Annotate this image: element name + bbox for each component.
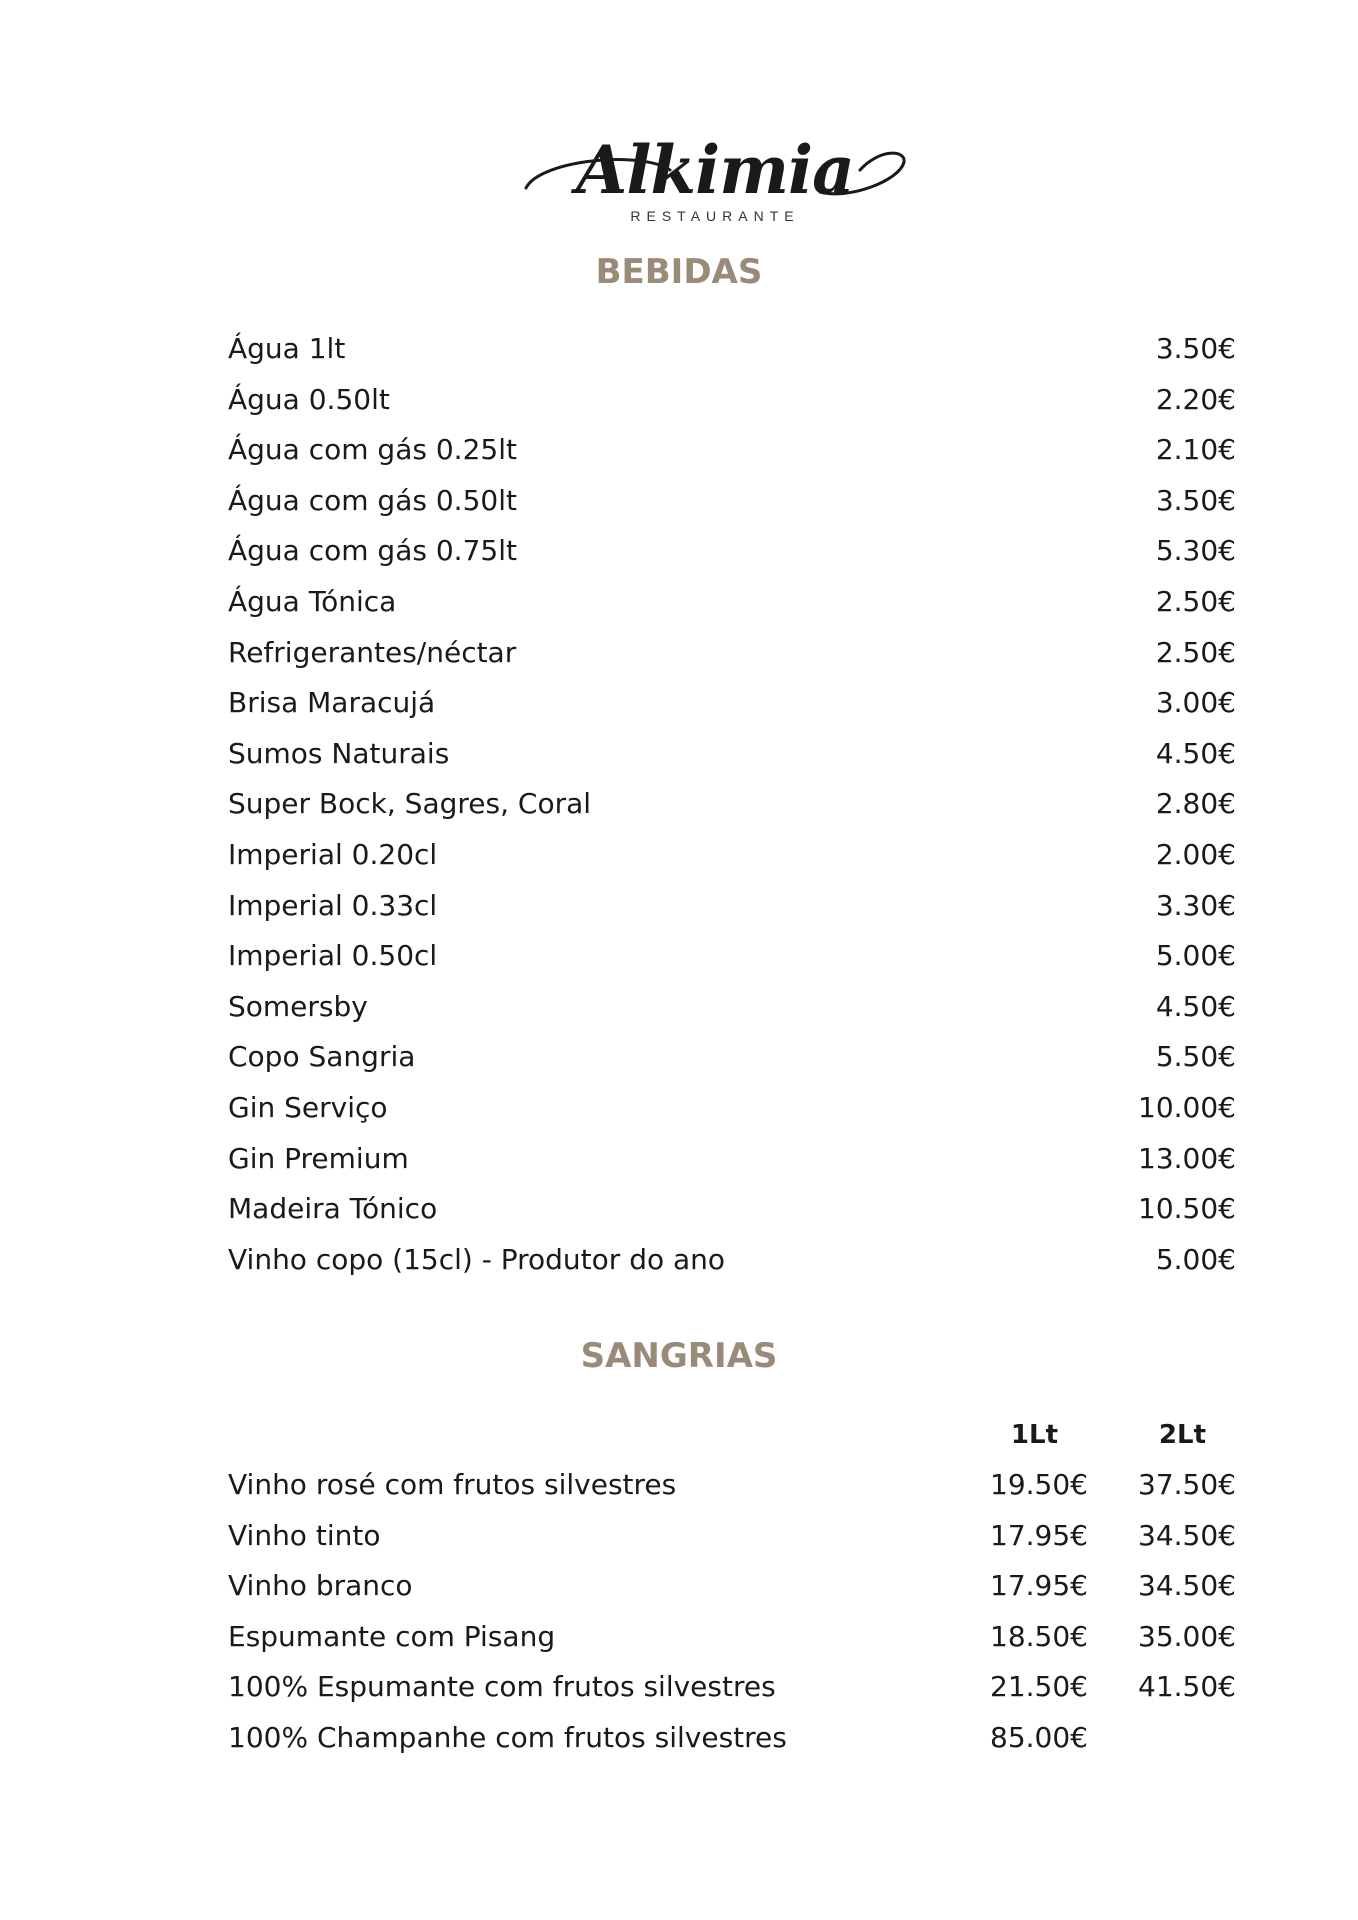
item-price: 3.50€ [1155, 332, 1236, 365]
list-item [228, 678, 1236, 729]
list-item [228, 425, 1236, 476]
list-item [228, 729, 1236, 780]
section-title-sangrias: SANGRIAS [580, 1336, 778, 1376]
list-item [228, 324, 1236, 375]
item-name: Imperial 0.20cl [228, 837, 438, 871]
column-header-1lt: 1Lt [1010, 1420, 1058, 1450]
item-name: Vinho tinto [228, 1518, 381, 1552]
item-name: Refrigerantes/néctar [228, 635, 517, 669]
item-price-1lt: 19.50€ [990, 1468, 1088, 1501]
item-price-2lt: 37.50€ [1138, 1468, 1236, 1501]
list-item [228, 628, 1236, 679]
item-price: 13.00€ [1138, 1141, 1236, 1175]
item-price: 5.00€ [1155, 1242, 1236, 1276]
list-item [228, 982, 1236, 1033]
list-item [228, 1083, 1236, 1134]
item-name: Madeira Tónico [228, 1192, 438, 1226]
item-price-1lt: 17.95€ [990, 1518, 1088, 1552]
item-price: 3.30€ [1155, 888, 1236, 922]
item-name: Água Tónica [228, 584, 397, 618]
item-price: 2.50€ [1155, 635, 1236, 669]
list-item [228, 577, 1236, 628]
list-item [228, 1511, 1236, 1562]
item-name: Somersby [228, 989, 368, 1023]
item-price-1lt: 18.50€ [990, 1619, 1088, 1653]
item-price: 10.00€ [1138, 1090, 1236, 1124]
item-name: Super Bock, Sagres, Coral [228, 787, 592, 821]
item-price: 5.50€ [1155, 1040, 1236, 1074]
item-price-1lt: 21.50€ [990, 1670, 1088, 1704]
column-header-2lt: 2Lt [1158, 1420, 1206, 1450]
item-price: 2.20€ [1155, 382, 1236, 416]
item-name: Vinho branco [228, 1569, 413, 1603]
item-name: Imperial 0.33cl [228, 888, 438, 922]
item-name: 100% Espumante com frutos silvestres [228, 1670, 776, 1704]
list-item [228, 375, 1236, 426]
item-name: Brisa Maracujá [228, 686, 436, 720]
list-item [228, 1134, 1236, 1185]
item-price: 3.50€ [1155, 483, 1236, 517]
logo-name: Alkimia [576, 131, 854, 209]
item-price: 2.00€ [1155, 837, 1236, 871]
item-price: 2.50€ [1155, 584, 1236, 618]
section-title-bebidas: BEBIDAS [595, 252, 763, 292]
item-price: 4.50€ [1155, 989, 1236, 1023]
item-name: Copo Sangria [228, 1040, 416, 1074]
logo-subtitle: RESTAURANTE [630, 208, 800, 224]
sangrias-list [228, 1410, 1236, 1764]
item-name: Água 1lt [228, 332, 346, 365]
item-price: 5.30€ [1155, 534, 1236, 568]
item-price: 5.00€ [1155, 939, 1236, 973]
list-item [228, 779, 1236, 830]
restaurant-logo [520, 130, 910, 230]
list-item [228, 476, 1236, 527]
list-item [228, 1662, 1236, 1713]
item-price-2lt: 34.50€ [1138, 1569, 1236, 1603]
item-name: Vinho copo (15cl) - Produtor do ano [228, 1242, 726, 1276]
item-name: Água 0.50lt [228, 382, 390, 416]
item-price: 10.50€ [1138, 1192, 1236, 1226]
item-price-2lt: 35.00€ [1138, 1619, 1236, 1653]
item-name: Água com gás 0.50lt [228, 483, 517, 517]
item-price: 2.10€ [1155, 433, 1236, 467]
item-price-1lt: 85.00€ [990, 1720, 1088, 1754]
list-item [228, 1235, 1236, 1286]
list-item [228, 526, 1236, 577]
item-name: Imperial 0.50cl [228, 939, 438, 973]
item-price-2lt: 41.50€ [1138, 1670, 1236, 1704]
item-price: 2.80€ [1155, 787, 1236, 821]
list-item [228, 881, 1236, 932]
bebidas-list [228, 324, 1236, 1285]
list-item [228, 1184, 1236, 1235]
item-price: 3.00€ [1155, 686, 1236, 720]
list-item [228, 1561, 1236, 1612]
item-name: 100% Champanhe com frutos silvestres [228, 1720, 787, 1754]
list-item [228, 1612, 1236, 1663]
item-name: Água com gás 0.25lt [228, 433, 517, 467]
list-item [228, 1032, 1236, 1083]
item-name: Água com gás 0.75lt [228, 534, 517, 568]
list-item [228, 830, 1236, 881]
item-name: Gin Premium [228, 1141, 409, 1175]
item-name: Sumos Naturais [228, 736, 450, 770]
list-item [228, 931, 1236, 982]
item-name: Vinho rosé com frutos silvestres [228, 1468, 677, 1501]
item-price-1lt: 17.95€ [990, 1569, 1088, 1603]
item-price: 4.50€ [1155, 736, 1236, 770]
item-price-2lt: 34.50€ [1138, 1518, 1236, 1552]
sangrias-column-headers [228, 1410, 1236, 1460]
item-name: Gin Serviço [228, 1090, 388, 1124]
list-item [228, 1713, 1236, 1764]
item-name: Espumante com Pisang [228, 1619, 556, 1653]
list-item [228, 1460, 1236, 1511]
